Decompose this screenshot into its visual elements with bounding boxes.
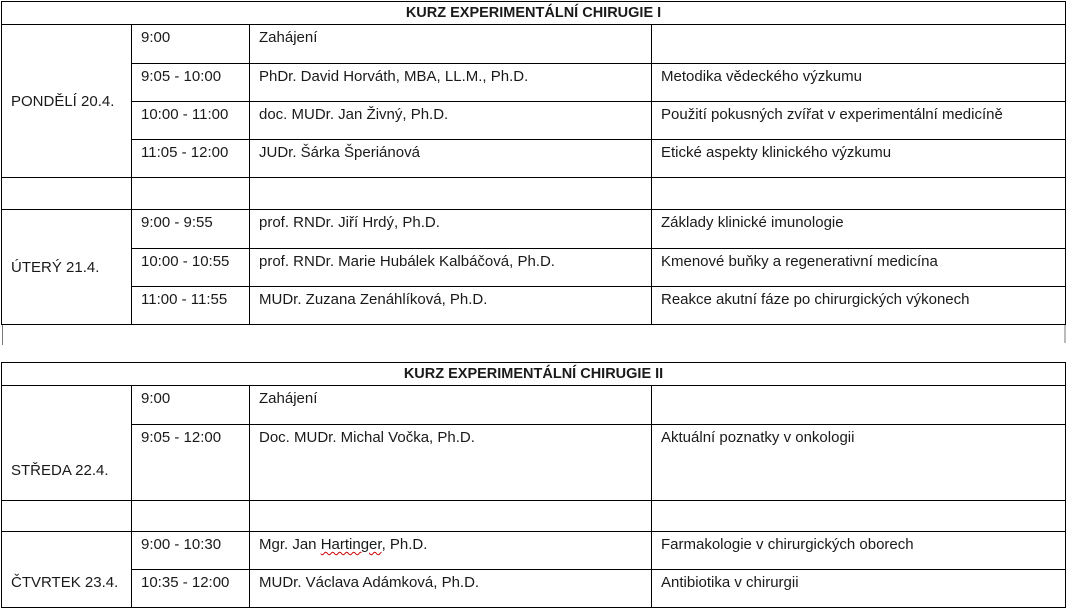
spacer-row — [2, 501, 1066, 532]
session-topic: Etické aspekty klinického výzkumu — [652, 140, 1066, 178]
session-topic: Kmenové buňky a regenerativní medicína — [652, 249, 1066, 287]
session-lecturer: MUDr. Zuzana Zenáhlíková, Ph.D. — [250, 287, 652, 325]
session-time: 9:00 - 9:55 — [132, 210, 250, 249]
day-cell-monday: PONDĚLÍ 20.4. — [2, 25, 132, 178]
session-topic — [652, 386, 1066, 425]
course-1-schedule-table — [1, 1, 1066, 325]
course-1-title: KURZ EXPERIMENTÁLNÍ CHIRUGIE I — [2, 2, 1066, 25]
text-cursor-mark-right — [1064, 325, 1066, 343]
session-topic: Farmakologie v chirurgických oborech — [652, 532, 1066, 570]
session-time: 10:00 - 11:00 — [132, 102, 250, 140]
session-topic: Antibiotika v chirurgii — [652, 570, 1066, 608]
session-lecturer: Zahájení — [250, 386, 652, 425]
session-lecturer: Mgr. Jan Hartinger, Ph.D. — [250, 532, 652, 570]
text-cursor-mark-left — [2, 325, 3, 345]
session-time: 9:05 - 10:00 — [132, 64, 250, 102]
session-time: 9:00 — [132, 386, 250, 425]
session-topic: Aktuální poznatky v onkologii — [652, 425, 1066, 501]
course-2-title: KURZ EXPERIMENTÁLNÍ CHIRUGIE II — [2, 363, 1066, 386]
session-time: 11:05 - 12:00 — [132, 140, 250, 178]
session-topic: Základy klinické imunologie — [652, 210, 1066, 249]
session-topic — [652, 25, 1066, 64]
day-cell-tuesday: ÚTERÝ 21.4. — [2, 210, 132, 325]
session-lecturer: Doc. MUDr. Michal Vočka, Ph.D. — [250, 425, 652, 501]
session-lecturer: doc. MUDr. Jan Živný, Ph.D. — [250, 102, 652, 140]
session-lecturer: Zahájení — [250, 25, 652, 64]
session-time: 11:00 - 11:55 — [132, 287, 250, 325]
day-cell-thursday: ČTVRTEK 23.4. — [2, 532, 132, 608]
session-time: 9:00 - 10:30 — [132, 532, 250, 570]
session-time: 9:05 - 12:00 — [132, 425, 250, 501]
session-lecturer: PhDr. David Horváth, MBA, LL.M., Ph.D. — [250, 64, 652, 102]
session-topic: Reakce akutní fáze po chirurgických výkonech — [652, 287, 1066, 325]
spellcheck-underlined-word[interactable]: Hartinger — [320, 536, 382, 553]
spacer-row — [2, 178, 1066, 210]
session-time: 10:00 - 10:55 — [132, 249, 250, 287]
session-topic: Metodika vědeckého výzkumu — [652, 64, 1066, 102]
day-cell-wednesday: STŘEDA 22.4. — [2, 386, 132, 501]
session-time: 10:35 - 12:00 — [132, 570, 250, 608]
session-lecturer: MUDr. Václava Adámková, Ph.D. — [250, 570, 652, 608]
session-lecturer: JUDr. Šárka Šperiánová — [250, 140, 652, 178]
session-lecturer: prof. RNDr. Marie Hubálek Kalbáčová, Ph.D. — [250, 249, 652, 287]
session-topic: Použití pokusných zvířat v experimentální medicíně — [652, 102, 1066, 140]
session-time: 9:00 — [132, 25, 250, 64]
session-lecturer: prof. RNDr. Jiří Hrdý, Ph.D. — [250, 210, 652, 249]
course-2-schedule-table — [1, 362, 1066, 608]
